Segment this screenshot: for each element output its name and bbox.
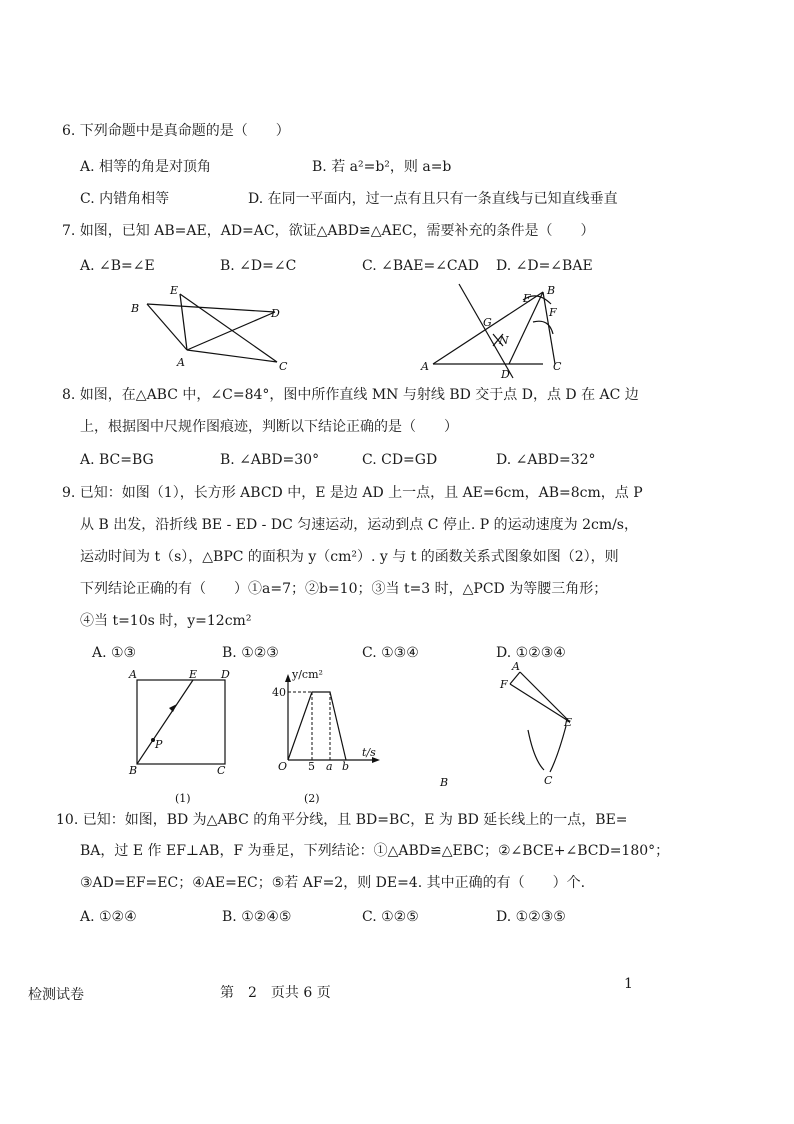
q8-label-c: C	[553, 360, 562, 373]
q8-stem-line2: 上，根据图中尺规作图痕迹，判断以下结论正确的是（ ）	[80, 419, 458, 435]
q8-label-a: A	[421, 360, 429, 373]
q10-option-b: B. ①②④⑤	[222, 909, 292, 925]
q10-line3: ③AD=EF=EC；④AE=EC；⑤若 AF=2，则 DE=4. 其中正确的有（ ）个.	[80, 875, 586, 891]
q9-fig3-label-a: A	[512, 660, 520, 673]
q9-figure-1	[125, 668, 240, 808]
q6-option-b: B. 若 a²=b²，则 a=b	[312, 159, 452, 175]
q9-line2: 从 B 出发，沿折线 BE - ED - DC 匀速运动，运动到点 C 停止. P 的运动速度为 2cm/s，	[80, 517, 638, 533]
q8-label-d: D	[501, 368, 510, 381]
q9-fig2-tick-b: b	[342, 760, 350, 773]
q7-option-d: D. ∠D=∠BAE	[496, 258, 593, 274]
q9-fig3-label-c: C	[544, 774, 553, 787]
q7-option-c: C. ∠BAE=∠CAD	[362, 258, 479, 274]
q9-fig3-label-f: F	[500, 678, 508, 691]
q8-label-e: E	[523, 292, 532, 305]
q9-fig1-label-c: C	[217, 764, 226, 777]
q8-option-c: C. CD=GD	[362, 452, 438, 468]
q9-line3: 运动时间为 t（s），△BPC 的面积为 y（cm²）. y 与 t 的函数关系式图象如图（2），则	[80, 549, 619, 565]
q6-option-a: A. 相等的角是对顶角	[80, 159, 212, 175]
q10-option-a: A. ①②④	[80, 909, 137, 925]
q7-label-a: A	[177, 356, 185, 369]
q9-line1: 9. 已知：如图（1），长方形 ABCD 中，E 是边 AD 上一点，且 AE=6cm，AB=8cm，点 P	[62, 485, 643, 501]
q6-option-c: C. 内错角相等	[80, 191, 170, 207]
footer-doc-label: 检测试卷	[28, 987, 84, 1003]
q9-fig1-label-b: B	[129, 764, 138, 777]
q7-option-b: B. ∠D=∠C	[220, 258, 297, 274]
footer-sheet-number: 1	[624, 976, 633, 992]
q9-fig2-origin: O	[278, 760, 288, 773]
q8-label-n: N	[499, 334, 509, 347]
q9-figure-3	[436, 660, 586, 790]
q8-label-g: G	[483, 316, 492, 329]
q9-fig2-tick-a: a	[326, 760, 333, 773]
q9-fig1-label-a: A	[129, 668, 137, 681]
q9-fig3-label-e: E	[564, 716, 573, 729]
q9-line5: ④当 t=10s 时，y=12cm²	[80, 613, 252, 629]
q10-line2: BA，过 E 作 EF⊥AB，F 为垂足，下列结论：①△ABD≌△EBC；②∠BCE+∠BCD=180°；	[80, 843, 670, 859]
q8-label-f: F	[549, 306, 557, 319]
q7-label-d: D	[271, 307, 280, 320]
q9-fig2-caption: (2)	[304, 792, 320, 805]
q8-label-b: B	[547, 284, 556, 297]
q9-fig2-tick-5: 5	[308, 760, 315, 773]
q6-option-d: D. 在同一平面内，过一点有且只有一条直线与已知直线垂直	[248, 191, 618, 207]
q9-option-c: C. ①③④	[362, 645, 419, 661]
q7-figure	[125, 282, 300, 374]
q8-option-b: B. ∠ABD=30°	[220, 452, 320, 468]
footer-page-number: 第 2 页共 6 页	[220, 985, 331, 1001]
q9-line4: 下列结论正确的有（ ）①a=7；②b=10；③当 t=3 时，△PCD 为等腰三角形；	[80, 581, 608, 597]
q8-stem-line1: 8. 如图，在△ABC 中，∠C=84°，图中所作直线 MN 与射线 BD 交于点 D，点 D 在 AC 边	[62, 387, 639, 403]
q9-fig2-tick-40: 40	[272, 686, 286, 699]
q10-option-d: D. ①②③⑤	[496, 909, 566, 925]
q10-line1: 10. 已知：如图，BD 为△ABC 的角平分线，且 BD=BC，E 为 BD 延长线上的一点，BE=	[56, 812, 628, 828]
q9-fig3-label-b: B	[440, 776, 449, 789]
q9-option-a: A. ①③	[92, 645, 137, 661]
q9-option-b: B. ①②③	[222, 645, 279, 661]
q9-fig1-label-p: P	[155, 738, 163, 751]
q9-fig1-label-d: D	[221, 668, 230, 681]
q9-fig2-ylabel: y/cm²	[292, 668, 323, 681]
q9-option-d: D. ①②③④	[496, 645, 566, 661]
q7-stem: 7. 如图，已知 AB=AE，AD=AC，欲证△ABD≌△AEC，需要补充的条件是（ ）	[62, 223, 595, 239]
q10-option-c: C. ①②⑤	[362, 909, 419, 925]
q7-label-b: B	[131, 302, 140, 315]
q8-option-d: D. ∠ABD=32°	[496, 452, 596, 468]
q7-label-c: C	[279, 360, 288, 373]
q8-option-a: A. BC=BG	[80, 452, 154, 468]
q9-fig2-xlabel: t/s	[362, 746, 376, 759]
q9-fig1-caption: (1)	[175, 792, 191, 805]
q7-option-a: A. ∠B=∠E	[80, 258, 155, 274]
q7-label-e: E	[170, 284, 179, 297]
q9-fig1-label-e: E	[189, 668, 198, 681]
q9-figure-2	[268, 662, 383, 808]
q8-figure	[415, 282, 565, 382]
q6-stem: 6. 下列命题中是真命题的是（ ）	[62, 123, 290, 139]
